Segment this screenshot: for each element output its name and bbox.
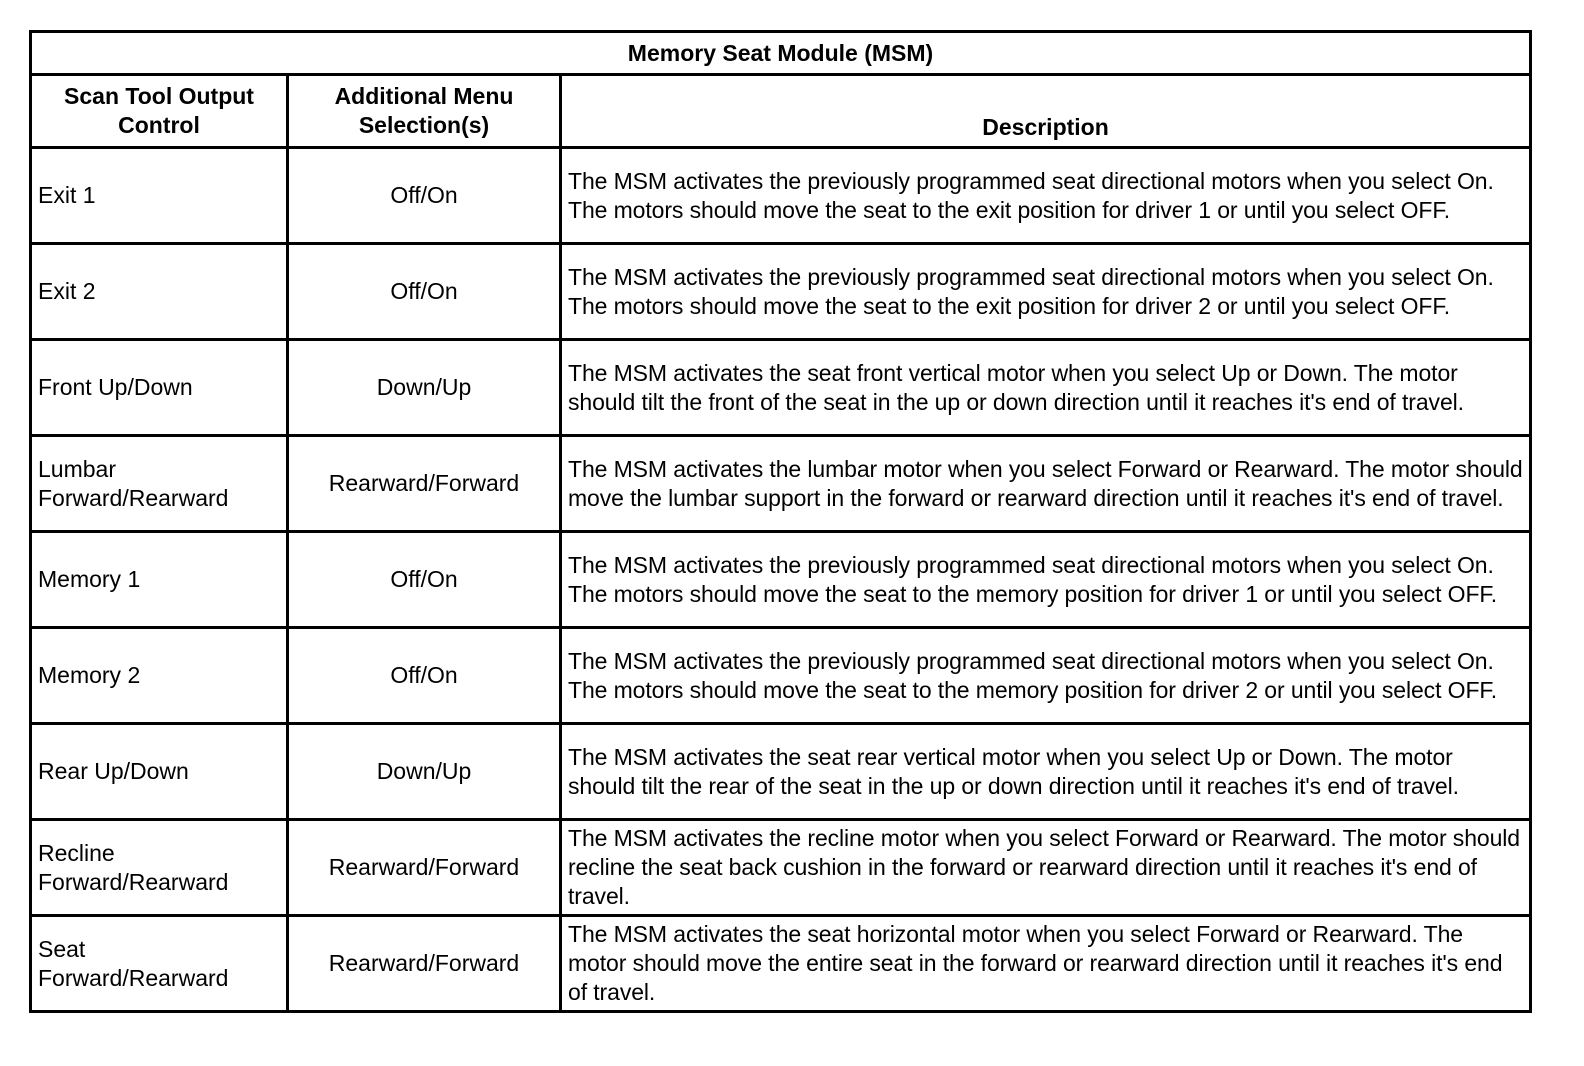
table-title: Memory Seat Module (MSM) bbox=[31, 32, 1531, 75]
table-row bbox=[31, 628, 1531, 724]
description-cell: The MSM activates the previously programmed seat directional motors when you select On. The motors should move the seat to the exit position for driver 1 or until you select OFF. bbox=[561, 148, 1531, 244]
header-description: Description bbox=[561, 75, 1531, 148]
output-control-cell: Rear Up/Down bbox=[31, 724, 288, 820]
table-row bbox=[31, 724, 1531, 820]
description-cell: The MSM activates the seat front vertical motor when you select Up or Down. The motor should tilt the front of the seat in the up or down direction until it reaches it's end of travel. bbox=[561, 340, 1531, 436]
output-control-cell: Recline Forward/Rearward bbox=[31, 820, 288, 916]
description-cell: The MSM activates the seat rear vertical motor when you select Up or Down. The motor should tilt the rear of the seat in the up or down direction until it reaches it's end of travel. bbox=[561, 724, 1531, 820]
description-cell: The MSM activates the lumbar motor when you select Forward or Rearward. The motor should move the lumbar support in the forward or rearward direction until it reaches it's end of travel. bbox=[561, 436, 1531, 532]
output-control-cell: Memory 1 bbox=[31, 532, 288, 628]
menu-selection-cell: Rearward/Forward bbox=[288, 820, 561, 916]
output-control-cell: Exit 2 bbox=[31, 244, 288, 340]
menu-selection-cell: Off/On bbox=[288, 532, 561, 628]
output-control-cell: Front Up/Down bbox=[31, 340, 288, 436]
menu-selection-cell: Down/Up bbox=[288, 340, 561, 436]
menu-selection-cell: Off/On bbox=[288, 628, 561, 724]
table-row bbox=[31, 436, 1531, 532]
output-control-cell: Lumbar Forward/Rearward bbox=[31, 436, 288, 532]
msm-output-control-table bbox=[29, 30, 1532, 1013]
table-row bbox=[31, 820, 1531, 916]
description-cell: The MSM activates the recline motor when you select Forward or Rearward. The motor should recline the seat back cushion in the forward or rearward direction until it reaches it's end of travel. bbox=[561, 820, 1531, 916]
description-cell: The MSM activates the previously programmed seat directional motors when you select On. The motors should move the seat to the memory position for driver 2 or until you select OFF. bbox=[561, 628, 1531, 724]
description-cell: The MSM activates the previously programmed seat directional motors when you select On. The motors should move the seat to the exit position for driver 2 or until you select OFF. bbox=[561, 244, 1531, 340]
output-control-cell: Memory 2 bbox=[31, 628, 288, 724]
output-control-cell: Seat Forward/Rearward bbox=[31, 916, 288, 1012]
table-title-row bbox=[31, 32, 1531, 75]
menu-selection-cell: Rearward/Forward bbox=[288, 916, 561, 1012]
menu-selection-cell: Rearward/Forward bbox=[288, 436, 561, 532]
output-control-cell: Exit 1 bbox=[31, 148, 288, 244]
header-additional-menu-selections: Additional Menu Selection(s) bbox=[288, 75, 561, 148]
description-cell: The MSM activates the seat horizontal motor when you select Forward or Rearward. The motor should move the entire seat in the forward or rearward direction until it reaches it's end of travel. bbox=[561, 916, 1531, 1012]
menu-selection-cell: Off/On bbox=[288, 148, 561, 244]
description-cell: The MSM activates the previously programmed seat directional motors when you select On. The motors should move the seat to the memory position for driver 1 or until you select OFF. bbox=[561, 532, 1531, 628]
menu-selection-cell: Off/On bbox=[288, 244, 561, 340]
table-header-row bbox=[31, 75, 1531, 148]
header-scan-tool-output-control: Scan Tool Output Control bbox=[31, 75, 288, 148]
table-row bbox=[31, 340, 1531, 436]
table-row bbox=[31, 532, 1531, 628]
table-row bbox=[31, 916, 1531, 1012]
menu-selection-cell: Down/Up bbox=[288, 724, 561, 820]
table-row bbox=[31, 148, 1531, 244]
table-row bbox=[31, 244, 1531, 340]
